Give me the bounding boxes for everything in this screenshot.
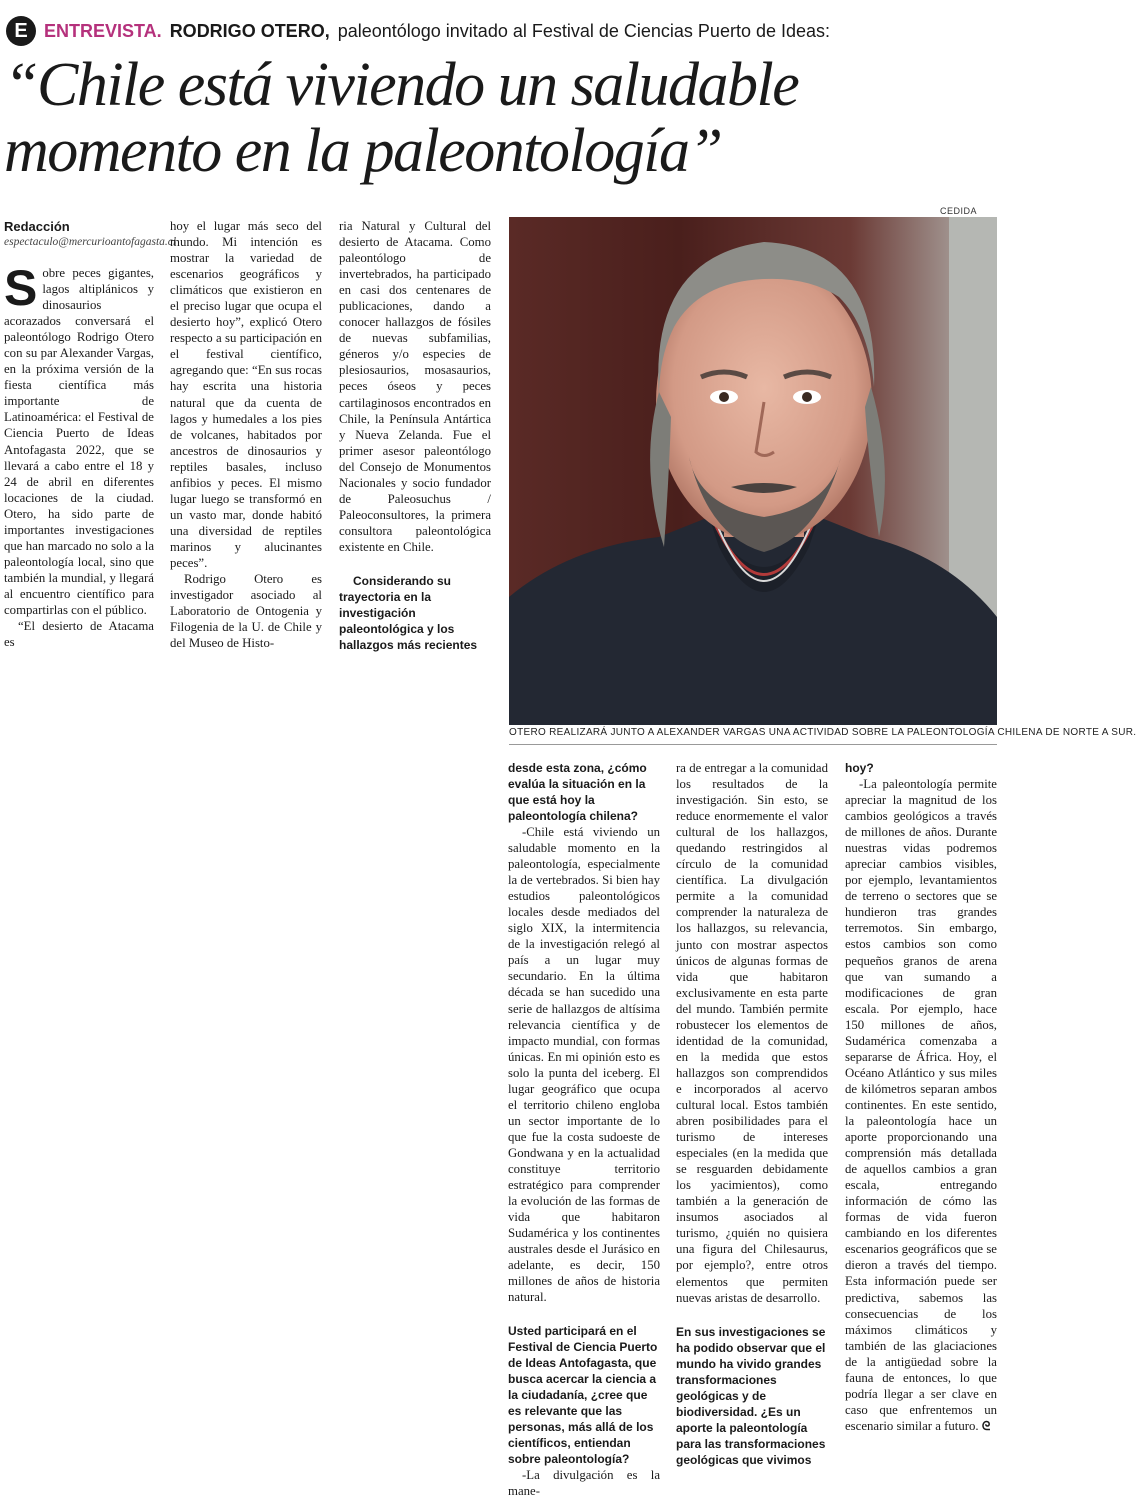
answer-2-cont: ra de entregar a la comunidad los resultados de la investigación. Sin esto, se reduce enormemente el valor cultural de los hallazgos, quedando restringidos al círculo de la comunidad científica. La divulgación permite a la comunidad comprender la naturaleza de los hallazgos, su relevancia, junto con mostrar aspectos únicos de algunas formas de vida que habitaron exclusivamente en esta parte del mundo. También permite robustecer los elementos de identidad de la comunidad, en la medida que estos hallazgos son comprendidos e incorporados al acervo cultural local. Estos también abren posibilidades para el turismo de intereses especiales (en la medida que se resguarden debidamente los yacimientos), como también a la generación de insumos asociados al turismo, ¿quién no quisiera una figura del Chilesaurus, por ejemplo?, entre otros elementos que permiten nuevas aristas de desarrollo. <box>676 761 828 1305</box>
section-label: ENTREVISTA. <box>44 20 162 41</box>
author-name: Redacción <box>4 219 70 234</box>
photo-caption: OTERO REALIZARÁ JUNTO A ALEXANDER VARGAS UNA ACTIVIDAD SOBRE LA PALEONTOLOGÍA CHILENA DE NORTE A SUR. <box>509 727 997 745</box>
intro-paragraph: Sobre peces gigantes, lagos altiplánicos y dinosaurios acorazados conversará el paleontólogo Rodrigo Otero con su par Alexander Vargas, en la próxima versión de la fiesta científica más importante de Latinoamérica: el Festival de Ciencia Puerto de Ideas Antofagasta 2022, que se llevará a cabo entre el 18 y 24 de abril en diferentes locaciones de la ciudad. Otero, ha sido parte de importantes investigaciones que han marcado no solo a la paleontología local, sino que también la mundial, y llegará al encuentro científico para compartirlas con el público. <box>4 260 154 617</box>
paragraph-quote-cont: hoy el lugar más seco del mundo. Mi intención es mostrar la variedad de escenarios geográficos y climáticos que existieron en el preciso lugar que ocupa el desierto hoy”, explicó Otero respecto a su participación en el festival científico, agregando que: “En sus rocas hay escrita una historia natural que da cuenta de lagos y humedales a los pies de volcanes, habitados por ancestros de dinosaurios y reptiles basales, incluso anfibios y peces. El mismo lugar luego se transformó en un vasto mar, donde habitó una diversidad de reptiles marinos y alucinantes peces”. <box>170 219 322 570</box>
body-column-3 <box>339 218 491 653</box>
answer-3: -La paleontología permite apreciar la magnitud de los cambios geológicos a través de millones de años. Durante nuestras vidas podremos apreciar cambios visibles, por ejemplo, levantamientos de terreno o sectores que se hundieron tras grandes terremotos. Sin embargo, estos cambios son como pequeños granos de arena que van sumando a modificaciones de gran escala. Por ejemplo, hace 150 millones de años, Sudamérica comenzaba a separarse de África. Hoy, el Océano Atlántico y sus miles de kilómetros separan ambos continentes. En este sentido, la paleontología hace un aporte proporcionando una comprensión más detallada de aquellos cambios a gran escala, entregando información de cómo las formas de vida fueron cambiando en los diferentes escenarios geográficos que se dieron a través del tiempo. Esta información puede ser predictiva, sabemos las consecuencias de los máximos climáticos y también de las glaciaciones de la antigüedad sobre la fauna de entonces, lo que podría llegar a ser clave en caso que enfrentemos un escenario similar a futuro. ᘓ <box>845 777 997 1433</box>
body-column-6 <box>845 760 997 1434</box>
question-3-start: En sus investigaciones se ha podido observar que el mundo ha vivido grandes transformaciones geológicas y de biodiversidad. ¿Es un aporte la paleontología para las transformaciones geológicas que vivimos <box>676 1324 826 1467</box>
question-3-cont: hoy? <box>845 761 874 775</box>
paragraph-bio-start: Rodrigo Otero es investigador asociado al Laboratorio de Ontogenia y Filogenia de la U. de Chile y del Museo de Histo- <box>170 572 322 651</box>
author-email[interactable]: espectaculo@mercurioantofagasta.cl <box>4 236 177 248</box>
headline: “Chile está viviendo un saludable momento en la paleontología” <box>4 51 799 185</box>
byline <box>4 219 177 248</box>
answer-2-start: -La divulgación es la mane- <box>508 1468 660 1499</box>
kicker-description: paleontólogo invitado al Festival de Ciencias Puerto de Ideas: <box>337 20 831 41</box>
answer-1: -Chile está viviendo un saludable momento en la paleontología, especialmente la de vertebrados. Si bien hay estudios paleontológicos locales desde mediados del siglo XIX, la intermitencia de la investigación relegó al país a un lugar muy secundario. En la última década se han sucedido una serie de hallazgos de altísima relevancia científica y de impacto mundial, con formas únicas. En mi opinión esto es solo la punta del iceberg. El lugar geográfico que ocupa el territorio chileno engloba un sector importante de lo que fue la costa sudoeste de Gondwana y en la actualidad constituye territorio estratégico para comprender la evolución de las formas de vida que habitaron Sudamérica y los continentes australes desde el Jurásico en adelante, es decir, 150 millones de años de historia natural. <box>508 825 660 1305</box>
portrait-illustration <box>509 217 997 725</box>
section-badge: E <box>6 16 36 46</box>
question-1-start: Considerando su trayectoria en la investigación paleontológica y los hallazgos más recientes <box>339 573 478 652</box>
body-column-2 <box>170 218 322 651</box>
kicker-line <box>6 14 830 48</box>
paragraph-bio-cont: ria Natural y Cultural del desierto de Atacama. Como paleontólogo de invertebrados, ha participado en casi dos centenares de publicaciones, dando a conocer hallazgos de fósiles de nuevas subfamilias, géneros y/o especies de plesiosaurios, mosasaurios, peces óseos y peces cartilaginosos encontrados en Chile, la Península Antártica y Nueva Zelanda. Fue el primer asesor paleontólogo del Consejo de Monumentos Nacionales y socio fundador de Paleosuchus / Paleoconsultores, la primera consultora paleontológica existente en Chile. <box>339 219 491 554</box>
photo-credit: CEDIDA <box>940 206 978 216</box>
body-column-5 <box>676 760 828 1468</box>
body-column-1 <box>4 260 154 650</box>
question-1-cont: desde esta zona, ¿cómo evalúa la situación en la que está hoy la paleontología chilena? <box>508 761 647 823</box>
portrait-photo <box>509 217 997 725</box>
paragraph-quote-start: “El desierto de Atacama es <box>4 619 154 650</box>
question-2: Usted participará en el Festival de Ciencia Puerto de Ideas Antofagasta, que busca acercar la ciencia a la ciudadanía, ¿cree que es relevante que las personas, más allá de los científicos, entiendan sobre paleontología? <box>508 1324 658 1467</box>
drop-cap: S <box>4 260 38 316</box>
interviewee-name: RODRIGO OTERO, <box>169 20 330 41</box>
body-column-4 <box>508 760 660 1500</box>
end-sign-icon: ᘓ <box>981 1418 991 1433</box>
